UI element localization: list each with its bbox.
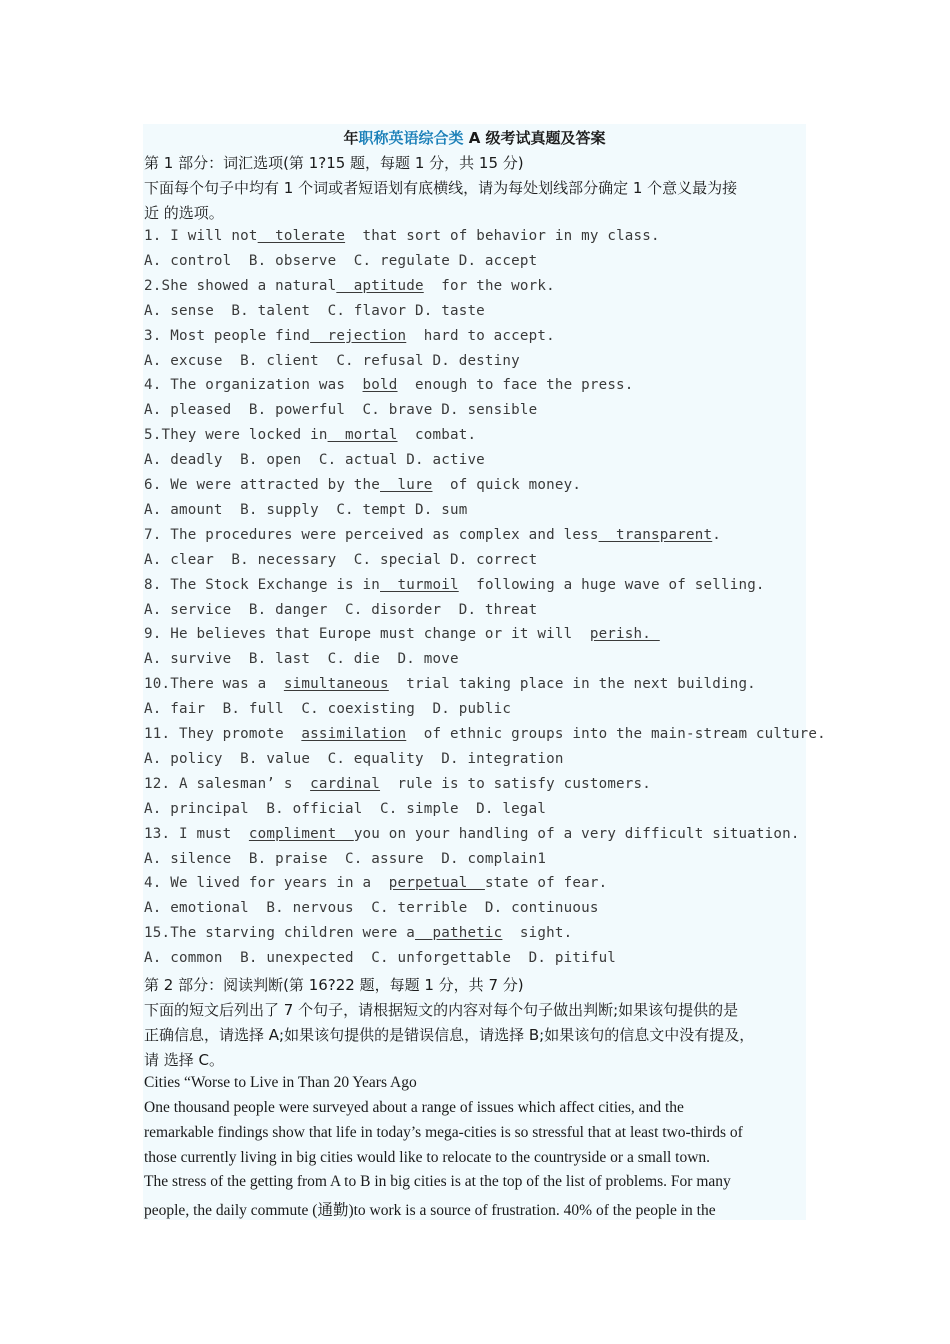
question-text: 13. I must bbox=[144, 825, 249, 842]
question-sentence bbox=[144, 776, 651, 792]
passage-line: those currently living in big cities would like to relocate to the countryside or a small town. bbox=[144, 1149, 711, 1166]
question-text: 7. The procedures were perceived as complex and less bbox=[144, 526, 599, 543]
part1-instruction-line2: 近 的选项。 bbox=[144, 204, 224, 222]
answer-options: A. fair B. full C. coexisting D. public bbox=[144, 701, 512, 718]
answer-options: A. silence B. praise C. assure D. complain1 bbox=[144, 850, 547, 867]
question-text-end: you on your handling of a very difficult situation. bbox=[353, 825, 800, 842]
title-highlight: 职称英语综合类 bbox=[358, 129, 464, 147]
document-page bbox=[143, 124, 826, 1220]
question-text-end: enough to face the press. bbox=[397, 377, 634, 394]
title-suffix: A 级考试真题及答案 bbox=[463, 129, 606, 147]
part2-heading: 第 2 部分：阅读判断(第 16?22 题，每题 1 分，共 7 分) bbox=[144, 976, 524, 994]
question-text-end: sight. bbox=[502, 925, 573, 942]
answer-options: A. principal B. official C. simple D. legal bbox=[144, 800, 547, 817]
underlined-word: assimilation bbox=[301, 726, 407, 742]
underlined-word: tolerate bbox=[257, 228, 346, 244]
question-sentence bbox=[144, 377, 634, 393]
question-text: 8. The Stock Exchange is in bbox=[144, 576, 381, 593]
underlined-word: perpetual bbox=[388, 875, 485, 892]
part1-heading: 第 1 部分：词汇选项(第 1?15 题，每题 1 分，共 15 分) bbox=[144, 154, 524, 172]
question-text-end: trial taking place in the next building. bbox=[388, 676, 756, 693]
question-text-end: for the work. bbox=[423, 277, 555, 294]
answer-options: A. policy B. value C. equality D. integration bbox=[144, 750, 564, 767]
answer-options: A. common B. unexpected C. unforgettable D. pitiful bbox=[144, 950, 617, 967]
part2-instruction-line1: 下面的短文后列出了 7 个句子，请根据短文的内容对每个句子做出判断;如果该句提供的是 bbox=[144, 1001, 739, 1019]
answer-options: A. pleased B. powerful C. brave D. sensible bbox=[144, 402, 538, 419]
underlined-word: aptitude bbox=[336, 277, 424, 294]
question-text: 4. The organization was bbox=[144, 377, 363, 394]
question-text-end: hard to accept. bbox=[406, 327, 555, 344]
question-sentence bbox=[144, 527, 721, 543]
question-sentence bbox=[144, 676, 756, 692]
question-text: 3. Most people find bbox=[144, 327, 311, 344]
passage-title: Cities “Worse to Live in Than 20 Years Ago bbox=[144, 1074, 417, 1091]
question-text-end: following a huge wave of selling. bbox=[458, 576, 765, 593]
question-text: 5.They were locked in bbox=[144, 427, 328, 444]
question-text-end: combat. bbox=[397, 427, 477, 444]
question-sentence bbox=[144, 875, 607, 891]
question-text-end: rule is to satisfy customers. bbox=[380, 775, 652, 792]
answer-options: A. deadly B. open C. actual D. active bbox=[144, 452, 485, 469]
question-text: 10.There was a bbox=[144, 676, 284, 693]
question-text: 12. A salesman’ s bbox=[144, 775, 311, 792]
question-text: 15.The starving children were a bbox=[144, 925, 415, 942]
question-text: 2.She showed a natural bbox=[144, 277, 337, 294]
underlined-word: turmoil bbox=[380, 576, 459, 593]
question-sentence bbox=[144, 626, 660, 642]
question-text-end: of quick money. bbox=[432, 477, 582, 493]
question-sentence bbox=[144, 228, 660, 244]
passage-line: One thousand people were surveyed about a range of issues which affect cities, and the bbox=[144, 1099, 684, 1116]
answer-options: A. control B. observe C. regulate D. accept bbox=[144, 252, 538, 269]
question-text-end: of ethnic groups into the main-stream culture. bbox=[406, 726, 826, 742]
answer-options: A. excuse B. client C. refusal D. destiny bbox=[144, 352, 520, 369]
question-sentence bbox=[144, 427, 476, 443]
title-prefix: 年 bbox=[343, 129, 359, 147]
underlined-word: compliment bbox=[248, 825, 354, 842]
underlined-word: transparent bbox=[598, 526, 713, 543]
part1-instruction-line1: 下面每个句子中均有 1 个词或者短语划有底横线，请为每处划线部分确定 1 个意义最为接 bbox=[144, 179, 738, 197]
passage-line: people, the daily commute (通勤)to work is a source of frustration. 40% of the people in the bbox=[144, 1202, 716, 1219]
question-text-end: state of fear. bbox=[484, 875, 608, 892]
question-text: 11. They promote bbox=[144, 726, 302, 742]
answer-options: A. service B. danger C. disorder D. threat bbox=[144, 601, 538, 618]
underlined-word: bold bbox=[362, 377, 398, 394]
underlined-word: simultaneous bbox=[283, 676, 389, 693]
answer-options: A. emotional B. nervous C. terrible D. continuous bbox=[144, 900, 599, 917]
answer-options: A. survive B. last C. die D. move bbox=[144, 651, 459, 668]
underlined-word: mortal bbox=[327, 427, 398, 444]
part2-instruction-line2: 正确信息，请选择 A;如果该句提供的是错误信息，请选择 B;如果该句的信息文中没有提及， bbox=[144, 1026, 755, 1044]
question-sentence bbox=[144, 726, 826, 742]
question-sentence bbox=[144, 826, 800, 842]
underlined-word: rejection bbox=[310, 327, 407, 344]
part2-instruction-line3: 请 选择 C。 bbox=[144, 1051, 225, 1069]
question-sentence bbox=[144, 278, 555, 294]
question-text: 9. He believes that Europe must change or it will bbox=[144, 626, 590, 643]
question-sentence bbox=[144, 925, 572, 941]
question-text-end: that sort of behavior in my class. bbox=[345, 228, 660, 244]
answer-options: A. sense B. talent C. flavor D. taste bbox=[144, 302, 485, 319]
question-text: 4. We lived for years in a bbox=[144, 875, 389, 892]
question-text: 1. I will not bbox=[144, 228, 258, 244]
passage-line: remarkable findings show that life in today’s mega-cities is so stressful that at least two-thirds of bbox=[144, 1124, 743, 1141]
question-text: 6. We were attracted by the bbox=[144, 477, 381, 493]
underlined-word: perish. bbox=[589, 626, 660, 643]
question-sentence bbox=[144, 577, 765, 593]
question-sentence bbox=[144, 328, 555, 344]
page-title bbox=[143, 127, 806, 148]
answer-options: A. clear B. necessary C. special D. correct bbox=[144, 551, 538, 568]
question-sentence bbox=[144, 477, 581, 493]
answer-options: A. amount B. supply C. tempt D. sum bbox=[144, 501, 468, 518]
question-text-end: . bbox=[712, 526, 721, 543]
underlined-word: lure bbox=[380, 477, 433, 493]
passage-line: The stress of the getting from A to B in big cities is at the top of the list of problems. For many bbox=[144, 1173, 731, 1190]
underlined-word: cardinal bbox=[310, 775, 381, 792]
underlined-word: pathetic bbox=[415, 925, 503, 942]
